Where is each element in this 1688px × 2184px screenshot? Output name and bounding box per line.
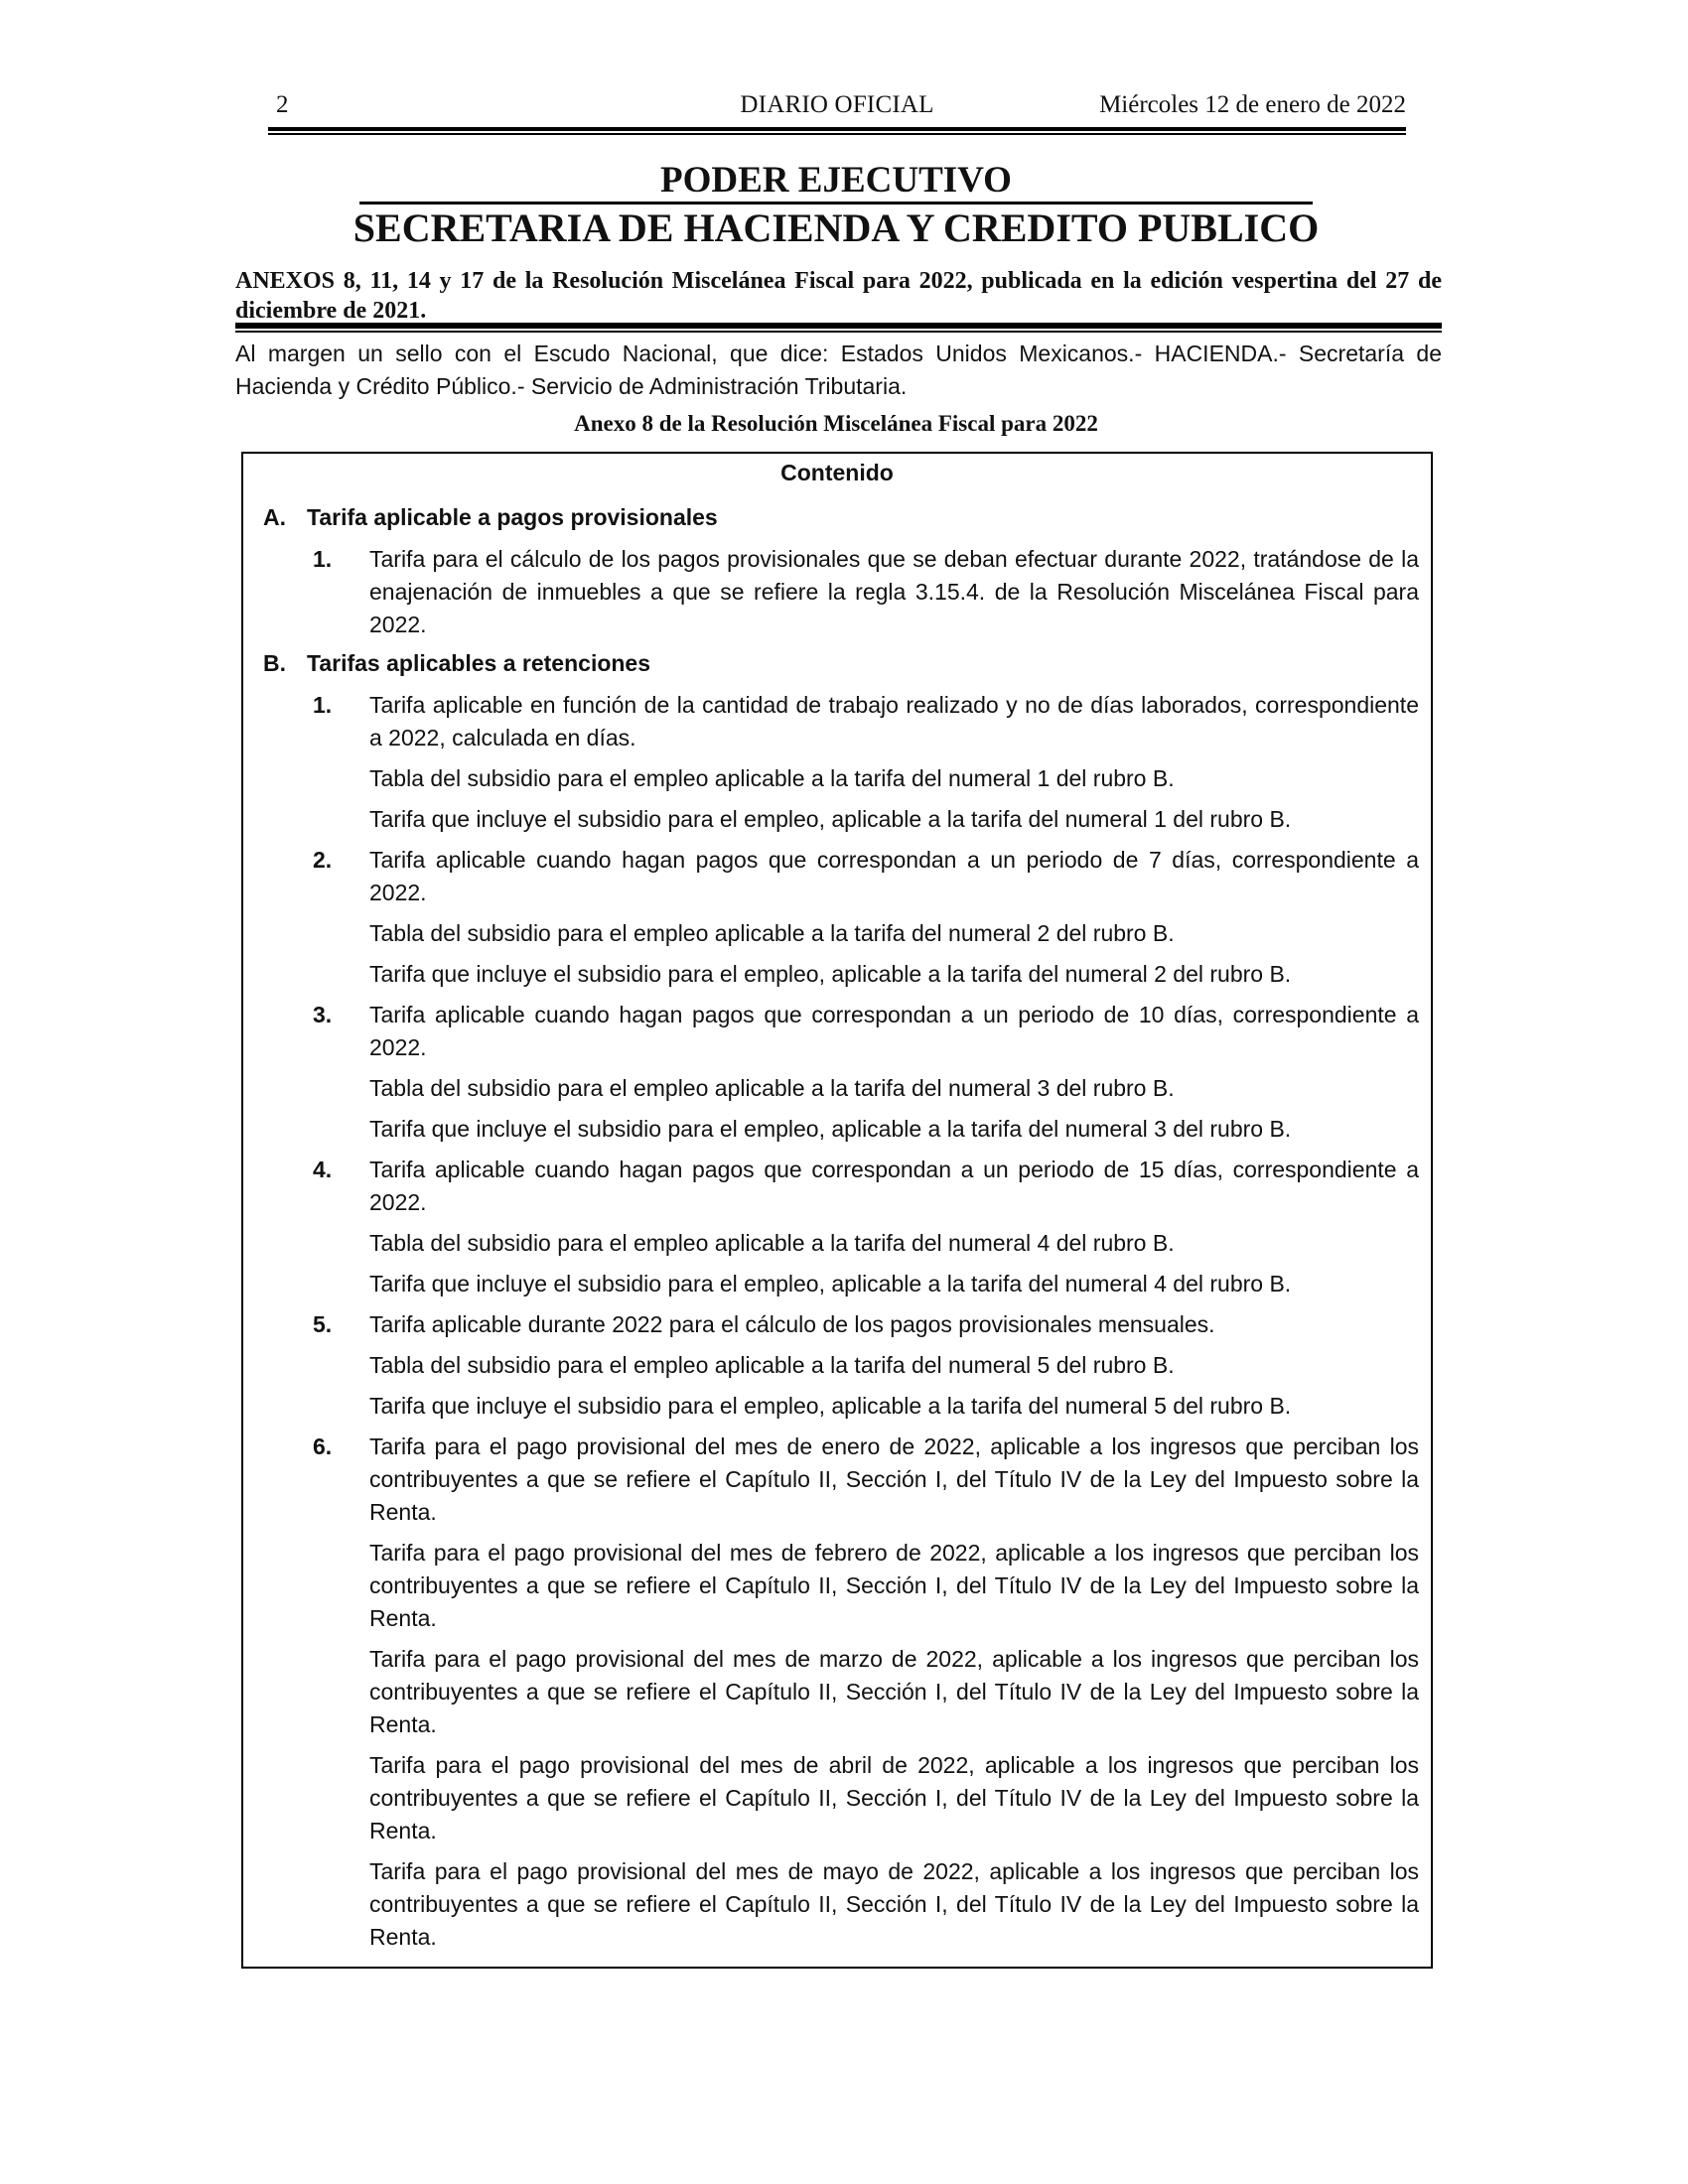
contents-item — [243, 689, 1431, 754]
item-subentry: Tarifa que incluye el subsidio para el empleo, aplicable a la tarifa del numeral 3 del rubro B. — [369, 1116, 1292, 1142]
item-subentry: Tabla del subsidio para el empleo aplicable a la tarifa del numeral 1 del rubro B. — [369, 765, 1175, 791]
section-title: Tarifa aplicable a pagos provisionales — [307, 504, 718, 530]
item-subentry: Tarifa para el pago provisional del mes de marzo de 2022, aplicable a los ingresos que perciban los contribuyentes a que se refiere el Capítulo II, Sección I, del Título IV de la Ley del Impuesto sobre la Renta. — [369, 1646, 1419, 1737]
title-double-rule — [235, 323, 1442, 333]
item-subentry: Tarifa que incluye el subsidio para el empleo, aplicable a la tarifa del numeral 4 del rubro B. — [369, 1271, 1292, 1297]
item-subentry: Tarifa que incluye el subsidio para el empleo, aplicable a la tarifa del numeral 1 del rubro B. — [369, 806, 1292, 832]
item-number: 3. — [313, 1002, 333, 1027]
item-number: 1. — [313, 546, 333, 572]
contents-section — [243, 647, 1431, 1954]
item-number: 4. — [313, 1157, 333, 1182]
contents-box — [241, 452, 1433, 1969]
item-subentry: Tarifa para el pago provisional del mes de febrero de 2022, aplicable a los ingresos que perciban los contribuyentes a que se refiere el Capítulo II, Sección I, del Título IV de la Ley del Impuesto sobre la Renta. — [369, 1540, 1419, 1631]
item-subentry: Tarifa que incluye el subsidio para el empleo, aplicable a la tarifa del numeral 2 del rubro B. — [369, 961, 1292, 987]
section-letter: B. — [263, 650, 286, 676]
running-head — [268, 91, 1406, 131]
item-subentry: Tarifa para el pago provisional del mes de abril de 2022, aplicable a los ingresos que perciban los contribuyentes a que se refiere el Capítulo II, Sección I, del Título IV de la Ley del Impuesto sobre la Renta. — [369, 1752, 1419, 1843]
item-text: Tarifa aplicable cuando hagan pagos que correspondan a un periodo de 10 días, correspondiente a 2022. — [369, 1002, 1419, 1060]
section-title: Tarifas aplicables a retenciones — [307, 650, 651, 676]
item-subentry: Tarifa que incluye el subsidio para el empleo, aplicable a la tarifa del numeral 5 del rubro B. — [369, 1393, 1292, 1419]
page-number: 2 — [276, 91, 289, 118]
item-subentry: Tabla del subsidio para el empleo aplicable a la tarifa del numeral 4 del rubro B. — [369, 1230, 1175, 1256]
item-subentry: Tarifa para el pago provisional del mes de mayo de 2022, aplicable a los ingresos que perciban los contribuyentes a que se refiere el Capítulo II, Sección I, del Título IV de la Ley del Impuesto sobre la Renta. — [369, 1858, 1419, 1950]
document-title: ANEXOS 8, 11, 14 y 17 de la Resolución Miscelánea Fiscal para 2022, publicada en la edición vespertina del 27 de diciembre de 2021. — [235, 268, 1442, 324]
section-heading — [243, 647, 1431, 681]
contents-item — [243, 543, 1431, 641]
contents-item — [243, 844, 1431, 909]
item-number: 1. — [313, 692, 333, 718]
item-text: Tarifa aplicable en función de la cantidad de trabajo realizado y no de días laborados, correspondiente a 2022, calculada en días. — [369, 692, 1419, 751]
contents-item — [243, 1308, 1431, 1341]
annex-heading: Anexo 8 de la Resolución Miscelánea Fiscal para 2022 — [574, 411, 1098, 436]
item-subentry: Tabla del subsidio para el empleo aplicable a la tarifa del numeral 3 del rubro B. — [369, 1075, 1175, 1101]
item-text: Tarifa aplicable cuando hagan pagos que correspondan a un periodo de 15 días, correspondiente a 2022. — [369, 1157, 1419, 1215]
section-letter: A. — [263, 504, 286, 530]
item-text: Tarifa aplicable durante 2022 para el cálculo de los pagos provisionales mensuales. — [369, 1311, 1215, 1337]
item-text: Tarifa para el pago provisional del mes de enero de 2022, aplicable a los ingresos que perciban los contribuyentes a que se refiere el Capítulo II, Sección I, del Título IV de la Ley del Impuesto sobre la Renta. — [369, 1433, 1419, 1525]
ministry-heading: SECRETARIA DE HACIENDA Y CREDITO PUBLICO — [352, 205, 1320, 250]
item-number: 2. — [313, 847, 333, 873]
header-double-rule — [268, 127, 1406, 135]
item-text: Tarifa para el cálculo de los pagos provisionales que se deban efectuar durante 2022, tratándose de la enajenación de inmuebles a que se refiere la regla 3.15.4. de la Resolución Miscelánea Fiscal para 2022. — [369, 546, 1419, 637]
contents-list — [243, 501, 1431, 1960]
item-number: 6. — [313, 1433, 333, 1459]
item-subentry: Tabla del subsidio para el empleo aplicable a la tarifa del numeral 5 del rubro B. — [369, 1352, 1175, 1378]
contents-section — [243, 501, 1431, 641]
section-heading — [243, 501, 1431, 535]
contents-item — [243, 999, 1431, 1064]
contents-item — [243, 1154, 1431, 1219]
publication-name: DIARIO OFICIAL — [740, 91, 934, 118]
item-number: 5. — [313, 1311, 333, 1337]
branch-heading: PODER EJECUTIVO — [660, 160, 1012, 201]
contents-title: Contenido — [780, 460, 894, 485]
item-subentry: Tabla del subsidio para el empleo aplicable a la tarifa del numeral 2 del rubro B. — [369, 920, 1175, 946]
contents-item — [243, 1431, 1431, 1529]
item-text: Tarifa aplicable cuando hagan pagos que correspondan a un periodo de 7 días, correspondiente a 2022. — [369, 847, 1419, 905]
seal-note: Al margen un sello con el Escudo Nacional, que dice: Estados Unidos Mexicanos.- HACIENDA.- Secretaría de Hacienda y Crédito Público.- Servicio de Administración Tributaria. — [235, 341, 1442, 399]
publication-date: Miércoles 12 de enero de 2022 — [1099, 91, 1406, 118]
